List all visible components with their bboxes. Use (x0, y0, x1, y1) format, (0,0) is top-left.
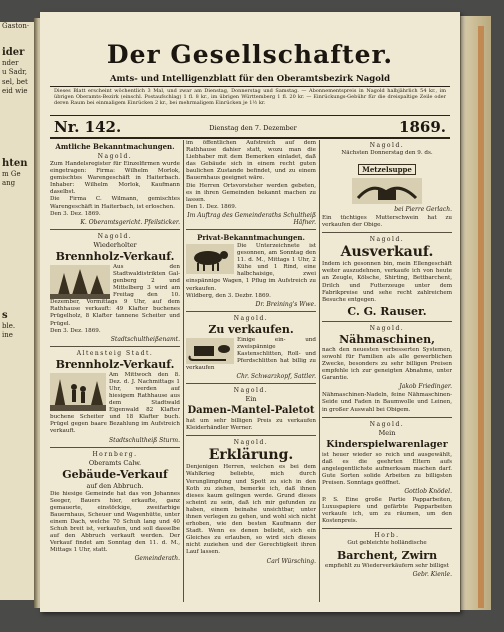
cattle-woodcut-icon (186, 244, 234, 274)
notice-text: Nächsten Donnerstag den 9. ds. (341, 150, 433, 156)
notice-text: Aus den Stadtwaldistrikten Gal-genberg 2 und Mittelberg 3 wird am Freitag den 10. Dezember, Vormittags 9 Uhr, auf dem Rathhause verkauft: 49 Klafter buchenes Prügelholz, 8 Klafter tannene Scheiter und Prügel. (50, 263, 180, 327)
ad-heading: Ausverkauf. (340, 244, 434, 261)
notice-divider (50, 346, 180, 347)
notice-text: im öffentlichen Aufstreich auf dem Rathhause dahier statt, wozu man die Liebhaber mit dem Bemerken einladet, daß das Gebäude sich in einem recht guten baulichen Zustande befindet, und zu einem Bauernhaus geeignet wäre. (186, 140, 316, 182)
prev-page-fragment: ine (2, 331, 13, 339)
location-line: Nagold. (369, 142, 405, 149)
column-1 (50, 140, 180, 602)
prev-page-fragment: eid wie (2, 87, 28, 95)
header-rule (50, 115, 450, 116)
prev-page-fragment: u Sadr, (2, 68, 27, 76)
location-line: Nagold. (233, 439, 269, 447)
ad-heading: Gebäude-Verkauf (62, 467, 168, 481)
forest-woodcut-icon (50, 265, 110, 299)
prev-page-fragment: s (2, 309, 8, 321)
ad-subheading: Ein (245, 395, 257, 404)
notice-text: Ein tüchtiges Mutterschwein hat zu verkaufen der Obige. (322, 215, 452, 229)
notice-signature: bei Pierre Gerlach. (394, 206, 452, 214)
butcher-woodcut-icon (352, 178, 422, 204)
location-line: Nagold. (369, 236, 405, 244)
column-rule (319, 140, 320, 602)
notice-divider (322, 528, 452, 529)
notice-text: ist heuer wieder so reich und ausgewählt, daß es die geehrten Eltern aufs angelegentlichste aufmerksam machen darf. Gute Sorten solide Arbeiten zu billigsten Preisen. Sonntags geöffnet. (322, 451, 452, 486)
notice-date: Den 3. Dez. 1869. (50, 327, 101, 334)
notice-signature: Gebr. Kienle. (412, 570, 452, 578)
notice-date: Den 1. Dez. 1869. (186, 203, 237, 210)
header-rule (50, 86, 450, 87)
location-line: Nagold. (97, 232, 133, 240)
notice-divider (322, 417, 452, 418)
prev-page-fragment: ble. (2, 321, 16, 330)
notice-text: hat um sehr billigen Preis zu verkaufen Kleiderhändler Werner. (186, 418, 316, 432)
notice-signature: Dr. Breining's Wwe. (255, 300, 316, 308)
ad-heading: Zu verkaufen. (208, 322, 294, 336)
notice-date: Wildberg, den 3. Dezbr. 1869. (186, 292, 271, 299)
notice-signature: Gottlob Knödel. (404, 488, 452, 496)
ad-heading: Damen-Mantel-Paletot (187, 405, 315, 417)
ad-heading: Erklärung. (208, 447, 294, 464)
ad-heading: Kinderspielwarenlager (326, 438, 448, 450)
column-rule (183, 140, 184, 602)
notice-divider (186, 229, 316, 230)
ad-heading: Barchent, Zwirn (336, 548, 438, 562)
woodcutters-woodcut-icon (50, 373, 106, 411)
ad-subheading: auf den Abbruch. (86, 481, 144, 490)
ad-subheading: Wiederholter (93, 240, 137, 249)
notice-signature: Im Auftrag des Gemeinderaths Schultheiß Häfner. (187, 211, 316, 226)
location-line: Nagold. (233, 314, 269, 322)
location-line: Nagold. (97, 153, 133, 160)
ad-subheading: Oberamts Calw. (88, 458, 142, 467)
notice-signature: Jakob Friedinger. (399, 383, 452, 391)
subscription-fineprint: Dieses Blatt erscheint wöchentlich 3 Mal, und zwar am Dienstag, Donnerstag und Samstag. — Abonnementspreis in Nagold halbjährlich 54 kr., im übrigen Oberamts-Bezirk (einschl. Postaufschlag) 1 fl. 8 kr., im übrigen Württemberg 1 fl. 20 kr. — Einrückungs-Gebühr für die dreispaltige Zeile oder deren Raum bei einmaligem Einrücken 2 kr., bei mehrmaligem Einrücken je 1½ kr. (54, 88, 446, 106)
prev-page-fragment: hten (2, 157, 28, 169)
prev-page-fragment: m Ge (2, 169, 21, 178)
column-2 (186, 140, 316, 602)
ad-heading: Brennholz-Verkauf. (55, 357, 175, 371)
section-heading: Privat-Bekanntmachungen. (197, 232, 305, 242)
notice-signature: K. Oberamtsgericht. Pfeilsticker. (80, 218, 180, 226)
prev-page-fragment: Gaston· (2, 22, 30, 30)
prev-page-fragment: ang (2, 179, 16, 187)
notice-divider (186, 435, 316, 436)
issue-number: Nr. 142. (54, 118, 122, 136)
location-line: Hornberg. (92, 450, 138, 458)
ad-heading: Brennholz-Verkauf. (55, 249, 175, 263)
notice-signature: Gemeinderath. (134, 555, 180, 563)
notice-text: Die Unterzeichnete ist gesonnen, am Sonntag den 11. d. M., Mittags 1 Uhr, 2 Kühe und 1 Rind, eine halbchaisige, zwei einspännige Wagen, 1 Pflug im Aufstreich zu verkaufen. (186, 242, 316, 292)
notice-text: P. S. Eine große Partie Papparbeiten, Luxuspapiere und gefärbte Papparbeiten verkaufe ich, um zu räumen, um den Kostenpreis. (322, 497, 452, 525)
ad-tag: Metzelsuppe (358, 164, 416, 175)
location-line: Altensteig Stadt. (76, 349, 154, 357)
notice-signature: Carl Würsching. (266, 557, 316, 565)
notice-text: Indem ich gesonnen bin, mein Ellengeschäft weiter auszudehnen, verkaufe ich von heute an Zeugle, Kölsche, Shirting, Bettbarchent, Drilch und Futterzeuge unter dem Fabrikpreise und sehe recht zahlreichem Besuche entgegen. (322, 261, 452, 303)
newspaper-page (40, 12, 460, 612)
notice-signature: Chr. Schwarzkopf, Sattler. (236, 373, 316, 381)
location-line: Nagold. (369, 420, 405, 428)
masthead-title: Der Gesellschafter. (106, 40, 394, 69)
location-line: Nagold. (233, 387, 269, 395)
notice-text: Die Firma C. Wilmann, gemischtes Warengeschäft in Haiterbach, ist erloschen. (50, 196, 180, 210)
notice-divider (186, 383, 316, 384)
notice-text: Die Herren Ortsvorsteher werden gebeten, es in ihren Gemeinden bekannt machen zu lassen. (186, 182, 316, 203)
issue-date: Dienstag den 7. Dezember (209, 124, 297, 132)
notice-text: Gut gebleichte holländische (347, 540, 427, 547)
notice-text: Zum Handelsregister für Einzelfirmen wurde eingetragen: Firma: Wilhelm Morlok, gemischtes Warengeschäft in Haiterbach. Inhaber: Wilhelm Morlok, Kaufmann daselbst. (50, 161, 180, 196)
prev-page-fragment: sel, bet (2, 77, 28, 86)
notice-divider (322, 321, 452, 322)
ad-signature-heading: C. G. Rauser. (347, 304, 427, 318)
notice-text: Denjenigen Herren, welchen es bei dem Wahlkrieg beliebte, mich durch Verunglimpfung und Spott zu sich in den Koth zu ziehen, bemerke ich, daß ihnen dieses kaum gelingen werde. Grund dieses scheint zu sein, daß ich mir gefunden zu haben, einem beinahe unsichtbar, unter ihnen verlegen zu gehen, und wohl sich nicht erhoben, wie den besten Kaufmann der Stadt. Wenn es denen beliebt, sich ein Gleiches zu erlauben, so wird sich dieses nicht zuziehen und der Gerechtigkeit ihren Lauf lassen. (186, 464, 316, 556)
prev-page-fragment: nder (2, 58, 19, 67)
binding-edge (478, 26, 484, 608)
issue-year: 1869. (399, 118, 446, 136)
location-line: Horb. (374, 532, 400, 540)
previous-page-edge (0, 22, 35, 600)
page-block-edge (460, 16, 491, 610)
ad-subheading: Mein (378, 428, 396, 437)
notice-signature: Stadtschultheißenamt. (110, 335, 180, 343)
masthead-subtitle: Amts- und Intelligenzblatt für den Oberamtsbezirk Nagold (109, 74, 391, 84)
section-heading: Amtliche Bekanntmachungen. (55, 142, 175, 151)
ad-heading: Nähmaschinen, (339, 332, 435, 346)
column-3 (322, 140, 452, 602)
notice-divider (50, 447, 180, 448)
notice-text: Nähmaschinen-Nadeln, feine Nähmaschinen-Seide und Faden in Baumwolle und Leinen, in großer Auswahl bei Obigem. (322, 392, 452, 413)
notice-divider (186, 311, 316, 312)
notice-text: empfiehlt zu Wiederverkäufern sehr billigst (325, 562, 449, 569)
notice-signature: Stadtschultheiß Sturm. (109, 436, 180, 444)
location-line: Nagold. (369, 324, 405, 332)
header-rule (50, 137, 450, 139)
notice-text: Am Mittwoch den 8. Dez. d. J. Nachmittags 1 Uhr, werden auf hiesigem Rathhause aus dem Stadtwald Eigenwald 82 Klafter buchene Scheiter und 18 Klafter buch. Prügel gegen baare Bezahlung im Aufstreich verkauft. (50, 371, 180, 435)
notice-date: Den 3. Dez. 1869. (50, 210, 101, 217)
notice-text: Die hiesige Gemeinde hat das von Johannes Seeger, Bauers hier, erkaufte, ganz gemauerte, einstöckige, zweifarbige Bauernhaus, Scheuer und Wagenhütte, unter einem Dach, welche 70 Schuh lang und 40 Schuh breit ist, verkaufen, und soll dasselbe auf den Abbruch verkauft werden. Der Verkauf findet am Sonntag den 11. d. M., Mittags 1 Uhr, statt. (50, 490, 180, 554)
notice-text: nach den neuesten verbesserten Systemen, sowohl für Familien als alle gewerblichen Zwecke, besonders zu sehr billigen Preisen empfehle ich zur geneigten Abnahme, unter Garantie. (322, 346, 452, 382)
sleigh-woodcut-icon (186, 338, 234, 364)
notice-text: Einige ein- und zweispännige Kastenschlitten, Roll- und Pferdschlitten hat billig zu verkaufen (186, 336, 316, 372)
prev-page-fragment: ider (2, 46, 25, 58)
notice-divider (322, 232, 452, 233)
notice-divider (50, 229, 180, 230)
